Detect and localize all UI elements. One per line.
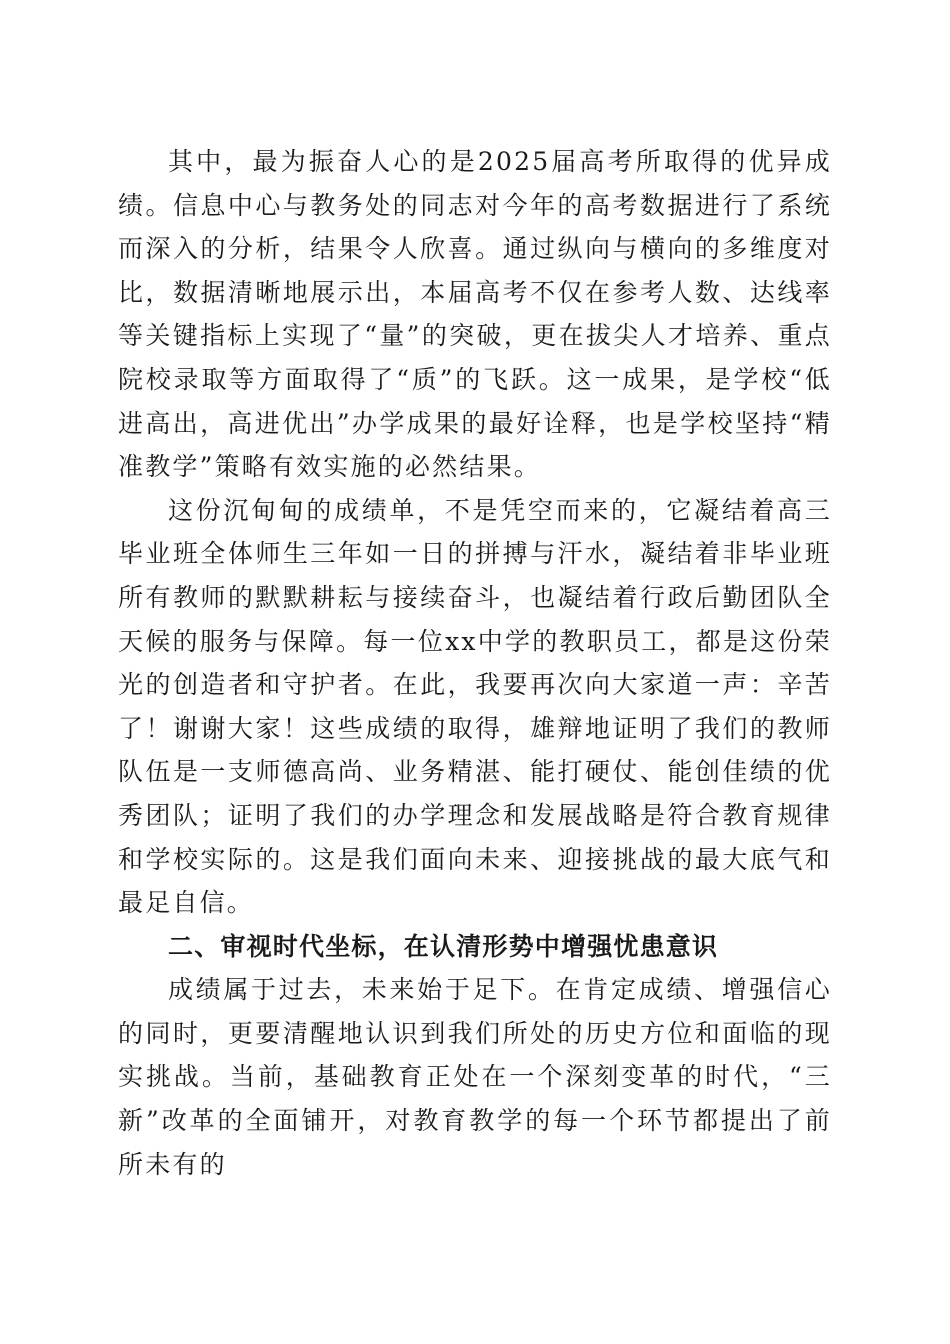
paragraph-challenges: 成绩属于过去，未来始于足下。在肯定成绩、增强信心的同时，更要清醒地认识到我们所处的历史方位和面临的现实挑战。当前，基础教育正处在一个深刻变革的时代，“三新”改革的全面铺开，对教育教学的每一个环节都提出了前所未有的 xyxy=(118,975,832,1179)
paragraph-achievements: 其中，最为振奋人心的是2025届高考所取得的优异成绩。信息中心与教务处的同志对今年的高考数据进行了系统而深入的分析，结果令人欣喜。通过纵向与横向的多维度对比，数据清晰地展示出，本届高考不仅在参考人数、达线率等关键指标上实现了“量”的突破，更在拔尖人才培养、重点院校录取等方面取得了“质”的飞跃。这一成果，是学校“低进高出，高进优出”办学成果的最好诠释，也是学校坚持“精准教学”策略有效实施的必然结果。 xyxy=(118,147,832,482)
paragraph-gratitude: 这份沉甸甸的成绩单，不是凭空而来的，它凝结着高三毕业班全体师生三年如一日的拼搏与汗水，凝结着非毕业班所有教师的默默耕耘与接续奋斗，也凝结着行政后勤团队全天候的服务与保障。每一位xx中学的教职员工，都是这份荣光的创造者和守护者。在此，我要再次向大家道一声：辛苦了！谢谢大家！这些成绩的取得，雄辩地证明了我们的教师队伍是一支师德高尚、业务精湛、能打硬仗、能创佳绩的优秀团队；证明了我们的办学理念和发展战略是符合教育规律和学校实际的。这是我们面向未来、迎接挑战的最大底气和最足自信。 xyxy=(118,495,832,918)
section-heading: 二、审视时代坐标，在认清形势中增强忧患意识 xyxy=(168,931,719,961)
document-body xyxy=(118,140,832,1186)
